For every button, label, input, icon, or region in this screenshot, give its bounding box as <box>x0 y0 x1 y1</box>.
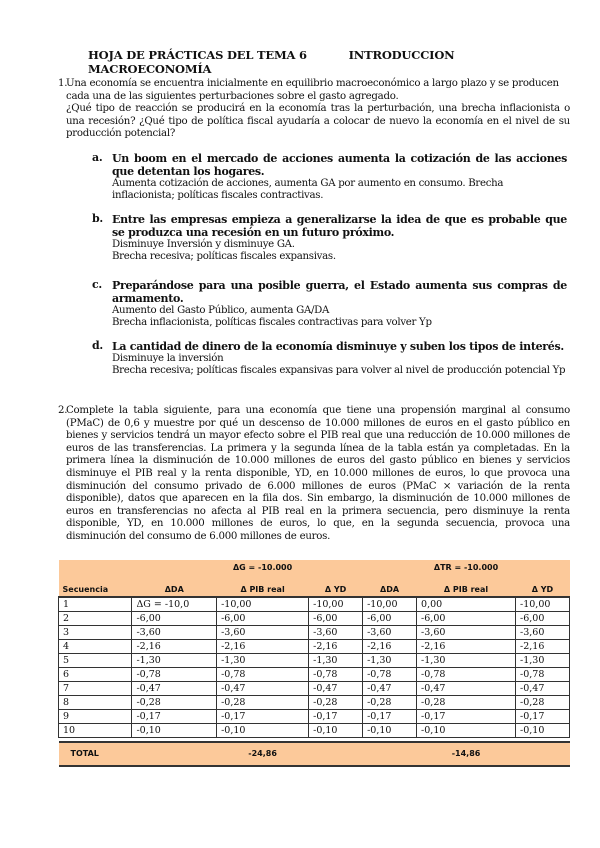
item-heading: Un boom en el mercado de acciones aumenta la cotización de las acciones que detentan los hogares. <box>112 152 567 178</box>
total-row <box>59 742 570 766</box>
column-header: ΔDA <box>363 576 417 597</box>
table-cell: 7 <box>59 682 132 696</box>
table-cell: -0,17 <box>309 710 363 724</box>
table-cell: -6,00 <box>363 612 417 626</box>
table-cell: -1,30 <box>516 654 570 668</box>
table-cell: -0,10 <box>132 724 217 738</box>
item-label: d. <box>92 339 103 352</box>
question-text: Una economía se encuentra inicialmente en equilibrio macroeconómico a largo plazo y se producen cada una de las siguientes perturbaciones sobre el gasto agregado. <box>66 78 559 102</box>
total-tr: -14,86 <box>417 742 516 766</box>
table-cell: -6,00 <box>217 612 309 626</box>
item-answer: Brecha recesiva; políticas fiscales expansivas. <box>112 251 336 263</box>
table-cell: -10,00 <box>217 597 309 612</box>
table-cell: -0,17 <box>363 710 417 724</box>
table-cell: 6 <box>59 668 132 682</box>
title-left: HOJA DE PRÁCTICAS DEL TEMA 6 <box>88 48 307 62</box>
page-title <box>88 48 600 76</box>
table-cell: -0,47 <box>217 682 309 696</box>
column-header: Δ PIB real <box>417 576 516 597</box>
table-cell: -2,16 <box>309 640 363 654</box>
table-row <box>59 696 570 710</box>
item-label: a. <box>92 151 103 164</box>
table-cell: -0,28 <box>309 696 363 710</box>
table-cell: -3,60 <box>417 626 516 640</box>
table-cell: -0,28 <box>363 696 417 710</box>
table-cell: -0,78 <box>417 668 516 682</box>
question-item-c <box>92 279 567 330</box>
table-cell: ΔG = -10,0 <box>132 597 217 612</box>
table-cell: -0,47 <box>516 682 570 696</box>
table-cell: -1,30 <box>309 654 363 668</box>
table-cell: -2,16 <box>516 640 570 654</box>
item-answer: Brecha inflacionista, políticas fiscales contractivas para volver Yp <box>112 317 432 329</box>
table-row <box>59 710 570 724</box>
table-cell: -0,10 <box>516 724 570 738</box>
table-cell: -1,30 <box>132 654 217 668</box>
table-row <box>59 640 570 654</box>
table-row <box>59 724 570 738</box>
question-text: Complete la tabla siguiente, para una economía que tiene una propensión marginal al consumo (PMaC) de 0,6 y muestre por qué un descenso de 10.000 millones de euros en el gasto público en bienes y servicios tendrá un mayor efecto sobre el PIB real que una reducción de 10.000 millones de euros de las transferencias. La primera y la segunda línea de la tabla están ya completadas. En la primera línea la disminución de 10.000 millones de euros del gasto público en bienes y servicios disminuye el PIB real y la renta disponible, YD, en 10.000 millones de euros, lo que provoca una disminución del consumo privado de 6.000 millones de euros (PMaC × variación de la renta disponible), datos que aparecen en la fila dos. Sin embargo, la disminución de 10.000 millones de euros en transferencias no afecta al PIB real en la primera secuencia, pero disminuye la renta disponible, YD, en 10.000 millones de euros, lo que, en la segunda secuencia, provoca una disminución del consumo de 6.000 millones de euros. <box>66 405 570 542</box>
item-label: b. <box>92 212 103 225</box>
table-cell: -0,17 <box>132 710 217 724</box>
table-row <box>59 612 570 626</box>
table-cell: -2,16 <box>417 640 516 654</box>
table-cell: 3 <box>59 626 132 640</box>
table-cell: 1 <box>59 597 132 612</box>
table-row <box>59 668 570 682</box>
item-heading: La cantidad de dinero de la economía disminuye y suben los tipos de interés. <box>112 340 564 353</box>
table-cell: -6,00 <box>132 612 217 626</box>
group-header-tr: ΔTR = -10.000 <box>417 560 516 576</box>
table-row <box>59 654 570 668</box>
table-cell: -10,00 <box>363 597 417 612</box>
table-cell: -0,17 <box>217 710 309 724</box>
table-cell: 10 <box>59 724 132 738</box>
item-heading: Entre las empresas empieza a generalizarse la idea de que es probable que se produzca una recesión en un futuro próximo. <box>112 213 567 239</box>
table-cell: -3,60 <box>363 626 417 640</box>
table-cell: -10,00 <box>516 597 570 612</box>
table-cell: -0,78 <box>132 668 217 682</box>
column-header: ΔDA <box>132 576 217 597</box>
table-cell: -0,28 <box>516 696 570 710</box>
table-cell: -0,17 <box>417 710 516 724</box>
table-row <box>59 626 570 640</box>
question-number: 2. <box>58 405 68 416</box>
table-cell: -2,16 <box>132 640 217 654</box>
table-cell: -0,10 <box>417 724 516 738</box>
table-cell: 5 <box>59 654 132 668</box>
item-answer: Disminuye Inversión y disminuye GA. <box>112 239 295 250</box>
item-answer: Aumento del Gasto Público, aumenta GA/DA <box>112 305 330 316</box>
question-item-b <box>92 213 567 264</box>
table-cell: -0,78 <box>217 668 309 682</box>
table-cell: -0,78 <box>309 668 363 682</box>
table-cell: -10,00 <box>309 597 363 612</box>
multiplier-table <box>58 560 570 767</box>
total-label: TOTAL <box>59 742 132 766</box>
table-cell: -0,17 <box>516 710 570 724</box>
group-header-row <box>59 560 570 576</box>
title-right: INTRODUCCION MACROECONOMÍA <box>88 48 455 76</box>
item-label: c. <box>92 278 102 291</box>
table-cell: 9 <box>59 710 132 724</box>
table-cell: -3,60 <box>516 626 570 640</box>
table-cell: -0,10 <box>363 724 417 738</box>
table-cell: -0,28 <box>132 696 217 710</box>
column-header: Δ YD <box>516 576 570 597</box>
table-cell: -0,47 <box>363 682 417 696</box>
question-number: 1. <box>58 78 68 89</box>
table-cell: 8 <box>59 696 132 710</box>
table-row <box>59 682 570 696</box>
table-cell: -2,16 <box>217 640 309 654</box>
column-header: Secuencia <box>59 576 132 597</box>
column-header-row <box>59 576 570 597</box>
question-1 <box>58 78 570 141</box>
question-item-a <box>92 152 567 203</box>
table-cell: -6,00 <box>516 612 570 626</box>
table-cell: 4 <box>59 640 132 654</box>
table-cell: -0,47 <box>132 682 217 696</box>
table-cell: -0,10 <box>217 724 309 738</box>
table-cell: -1,30 <box>217 654 309 668</box>
table-row <box>59 597 570 612</box>
table-cell: -1,30 <box>417 654 516 668</box>
column-header: Δ PIB real <box>217 576 309 597</box>
item-answer: Aumenta cotización de acciones, aumenta GA por aumento en consumo. Brecha inflacionista; políticas fiscales contractivas. <box>112 178 504 202</box>
question-prompt: ¿Qué tipo de reacción se producirá en la economía tras la perturbación, una brecha inflacionista o una recesión? ¿Qué tipo de política fiscal ayudaría a colocar de nuevo la economía en el nivel de su producción potencial? <box>66 103 570 140</box>
group-header-g: ΔG = -10.000 <box>217 560 309 576</box>
table-cell: -6,00 <box>417 612 516 626</box>
table-cell: -0,47 <box>309 682 363 696</box>
table-cell: -3,60 <box>132 626 217 640</box>
table-cell: -0,78 <box>363 668 417 682</box>
item-answer: Brecha recesiva; políticas fiscales expansivas para volver al nivel de producción potencial Yp <box>112 365 566 377</box>
table-cell: -3,60 <box>217 626 309 640</box>
column-header: Δ YD <box>309 576 363 597</box>
table-cell: -3,60 <box>309 626 363 640</box>
table-cell: -0,28 <box>417 696 516 710</box>
table-cell: -0,78 <box>516 668 570 682</box>
table-cell: -0,47 <box>417 682 516 696</box>
question-2 <box>58 405 570 544</box>
item-answer: Disminuye la inversión <box>112 353 224 364</box>
table-cell: -0,28 <box>217 696 309 710</box>
question-item-d <box>92 340 567 378</box>
table-cell: -2,16 <box>363 640 417 654</box>
table-cell: -1,30 <box>363 654 417 668</box>
table-cell: 0,00 <box>417 597 516 612</box>
total-g: -24,86 <box>217 742 309 766</box>
item-heading: Preparándose para una posible guerra, el Estado aumenta sus compras de armamento. <box>112 279 567 305</box>
table-cell: -0,10 <box>309 724 363 738</box>
table-cell: -6,00 <box>309 612 363 626</box>
table-cell: 2 <box>59 612 132 626</box>
